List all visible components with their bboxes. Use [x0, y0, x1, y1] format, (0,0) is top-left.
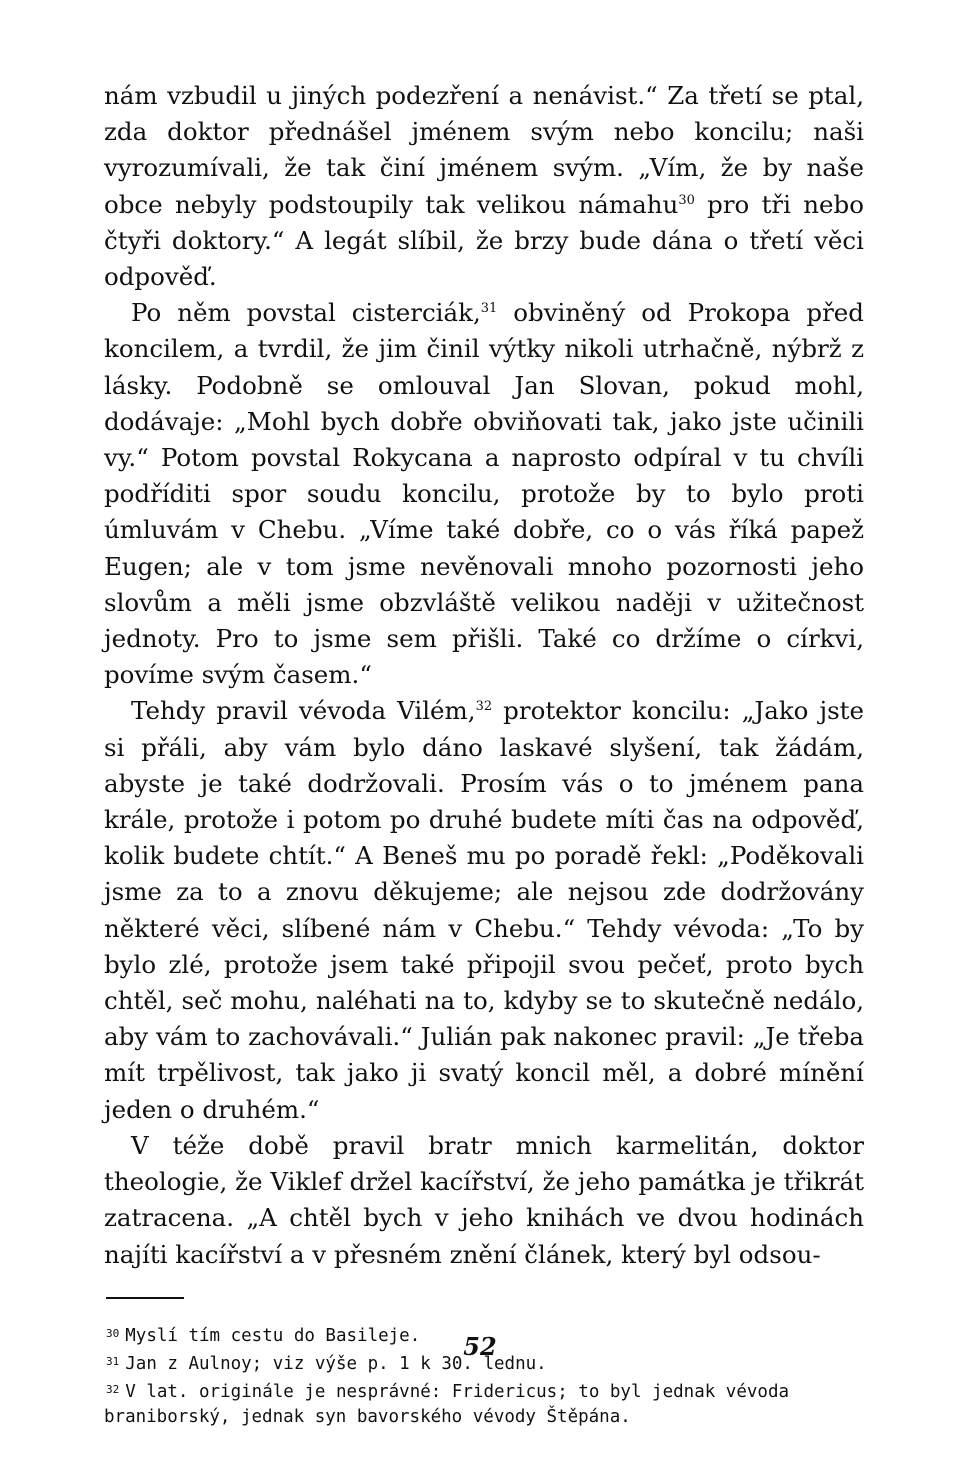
paragraph	[104, 1128, 864, 1273]
paragraph-text: Tehdy pravil vévoda Vilém,	[131, 696, 476, 726]
paragraph-text: nám vzbudil u jiných podezření a nenávist.“ Za třetí se ptal, zda doktor přednášel jménem svým nebo koncilu; naši vyrozumívali, že tak činí jménem svým. „Vím, že by naše obce nebyly podstoupily tak velikou námahu	[104, 81, 864, 219]
paragraph-text: pro tři nebo čtyři doktory.“ A legát slíbil, že brzy bude dána o třetí věci odpověď.	[104, 189, 864, 292]
footnote-text: Jan z Aulnoy; viz výše p. 1 k 30. lednu.	[125, 1353, 547, 1374]
paragraph-text: protektor koncilu: „Jako jste si přáli, aby vám bylo dáno laskavé slyšení, tak žádám, abyste je také dodržovali. Prosím vás o to jménem pana krále, protože i potom po druhé budete míti čas na odpověď, kolik budete chtít.“ A Beneš mu po poradě řekl: „Poděkovali jsme za to a znovu děkujeme; ale nejsou zde dodržovány některé věci, slíbené nám v Chebu.“ Tehdy vévoda: „To by bylo zlé, protože jsem také připojil svou pečeť, proto bych chtěl, seč mohu, naléhati na to, kdyby se to skutečně nedálo, aby vám to zachovávali.“ Julián pak nakonec pravil: „Je třeba mít trpělivost, tak jako ji svatý koncil měl, a dobré mínění jeden o druhém.“	[104, 696, 864, 1124]
footnote-ref: 31	[480, 301, 498, 317]
paragraph	[104, 78, 864, 295]
footnote-ref: 30	[678, 192, 695, 208]
footnote-number: 31	[106, 1354, 120, 1368]
footnote-text: V lat. originále je nesprávné: Fridericus; to byl jednak vévoda braniborský, jednak syn bavorského vévody Štěpána.	[104, 1381, 790, 1427]
footnote-number: 32	[106, 1382, 120, 1396]
page-content	[104, 78, 864, 1430]
footnote-ref: 32	[475, 699, 493, 715]
footnote-text: Myslí tím cestu do Basileje.	[125, 1325, 421, 1346]
paragraph-text: Po něm povstal cisterciák,	[131, 298, 481, 328]
paragraph-text: V téže době pravil bratr mnich karmelitán, doktor theologie, že Viklef držel kacířství, že jeho památka je třikrát zatracena. „A chtěl bych v jeho knihách ve dvou hodinách najíti kacířství a v přesném znění článek, který byl odsou-	[104, 1130, 864, 1269]
body-text	[104, 78, 864, 1273]
page-number: 52	[463, 1332, 497, 1361]
paragraph	[104, 295, 864, 693]
paragraph	[104, 693, 864, 1127]
footnote-number: 30	[106, 1326, 120, 1340]
footnote-separator	[106, 1297, 184, 1299]
footnote	[104, 1377, 864, 1430]
paragraph-text: obviněný od Prokopa před koncilem, a tvrdil, že jim činil výtky nikoli utrhačně, nýbrž z lásky. Podobně se omlouval Jan Slovan, pokud mohl, dodávaje: „Mohl bych dobře obviňovati tak, jako jste učinili vy.“ Potom povstal Rokycana a naprosto odpíral v tu chvíli podříditi spor soudu koncilu, protože by to bylo proti úmluvám v Chebu. „Víme také dobře, co o vás říká papež Eugen; ale v tom jsme nevěnovali mnoho pozornosti jeho slovům a měli jsme obzvláště velikou naději v užitečnost jednoty. Pro to jsme sem přišli. Také co držíme o církvi, povíme svým časem.“	[104, 298, 864, 690]
